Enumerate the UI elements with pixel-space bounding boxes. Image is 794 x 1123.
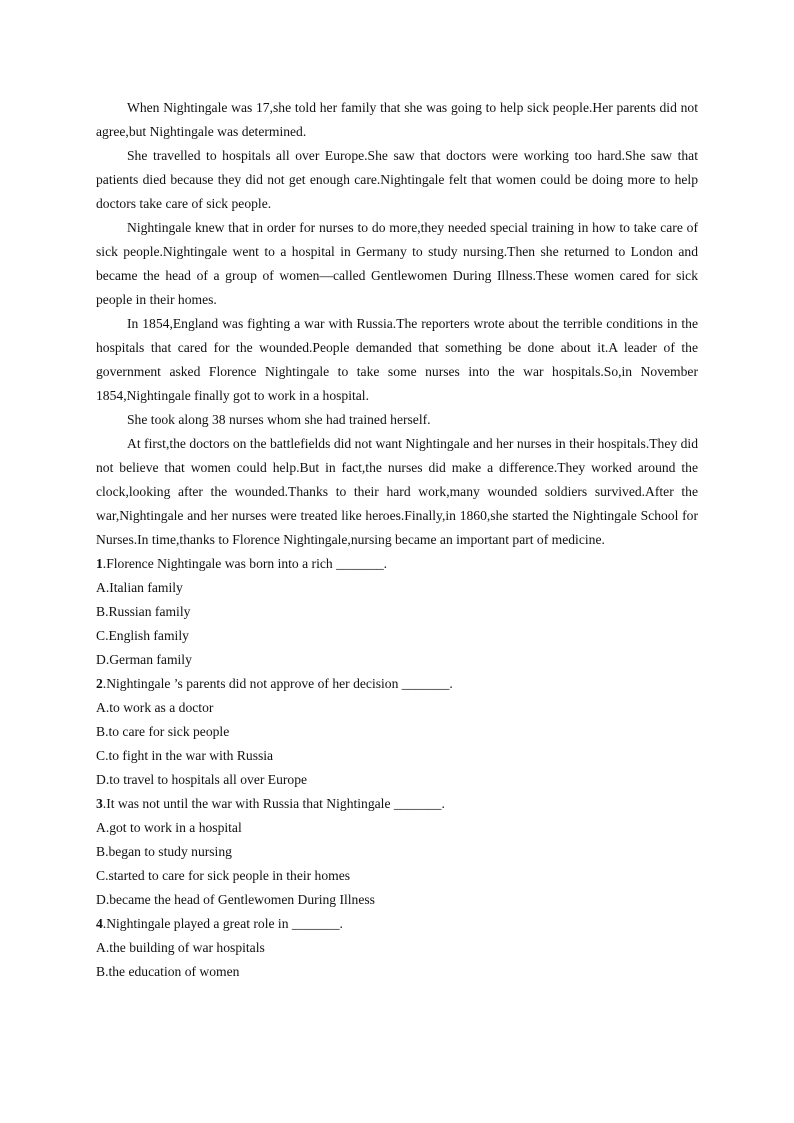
question-3-text: .It was not until the war with Russia that Nightingale _______. [102, 796, 445, 811]
question-3-option-c: C.started to care for sick people in their homes [96, 868, 351, 883]
question-3-option-a: A.got to work in a hospital [96, 820, 242, 835]
question-1-option-a: A.Italian family [96, 580, 183, 595]
question-4-number: 4 [96, 916, 103, 931]
question-2-option-c: C.to fight in the war with Russia [96, 748, 274, 763]
passage-paragraph-2: She travelled to hospitals all over Europe.She saw that doctors were working too hard.She saw that patients died because they did not get enough care.Nightingale felt that women could be doing more to help doctors take care of sick people. [96, 148, 698, 211]
question-1-number: 1 [96, 556, 103, 571]
question-1 [96, 552, 698, 672]
question-4-option-b: B.the education of women [96, 964, 240, 979]
question-2-option-a: A.to work as a doctor [96, 700, 214, 715]
question-4-option-a: A.the building of war hospitals [96, 940, 265, 955]
question-2-option-b: B.to care for sick people [96, 724, 230, 739]
question-3-option-b: B.began to study nursing [96, 844, 232, 859]
question-3-option-d: D.became the head of Gentlewomen During Illness [96, 892, 375, 907]
document-page [96, 96, 698, 984]
question-3-number: 3 [96, 796, 103, 811]
question-3-stem [96, 792, 698, 816]
question-1-option-b: B.Russian family [96, 604, 191, 619]
question-2-option-d: D.to travel to hospitals all over Europe [96, 772, 308, 787]
passage-paragraph-5: She took along 38 nurses whom she had trained herself. [127, 412, 431, 427]
question-2-number: 2 [96, 676, 103, 691]
question-1-stem [96, 552, 698, 576]
passage-paragraph-4: In 1854,England was fighting a war with Russia.The reporters wrote about the terrible conditions in the hospitals that cared for the wounded.People demanded that something be done about it.A leader of the government asked Florence Nightingale to take some nurses into the war hospitals.So,in November 1854,Nightingale finally got to work in a hospital. [96, 316, 698, 403]
passage-paragraph-3: Nightingale knew that in order for nurses to do more,they needed special training in how to take care of sick people.Nightingale went to a hospital in Germany to study nursing.Then she returned to London and became the head of a group of women—called Gentlewomen During Illness.These women cared for sick people in their homes. [96, 220, 698, 307]
question-4-stem [96, 912, 698, 936]
question-2-stem [96, 672, 698, 696]
question-1-option-c: C.English family [96, 628, 189, 643]
question-4-text: .Nightingale played a great role in _______. [102, 916, 343, 931]
question-4 [96, 912, 698, 984]
question-2 [96, 672, 698, 792]
question-3 [96, 792, 698, 912]
passage-paragraph-6: At first,the doctors on the battlefields did not want Nightingale and her nurses in their hospitals.They did not believe that women could help.But in fact,the nurses did make a difference.They worked around the clock,looking after the wounded.Thanks to their hard work,many wounded soldiers survived.After the war,Nightingale and her nurses were treated like heroes.Finally,in 1860,she started the Nightingale School for Nurses.In time,thanks to Florence Nightingale,nursing became an important part of medicine. [96, 436, 698, 547]
question-2-text: .Nightingale ’s parents did not approve of her decision _______. [102, 676, 453, 691]
reading-passage [96, 96, 698, 552]
question-1-text: .Florence Nightingale was born into a rich _______. [102, 556, 388, 571]
question-1-option-d: D.German family [96, 652, 192, 667]
passage-paragraph-1: When Nightingale was 17,she told her family that she was going to help sick people.Her parents did not agree,but Nightingale was determined. [96, 100, 698, 139]
